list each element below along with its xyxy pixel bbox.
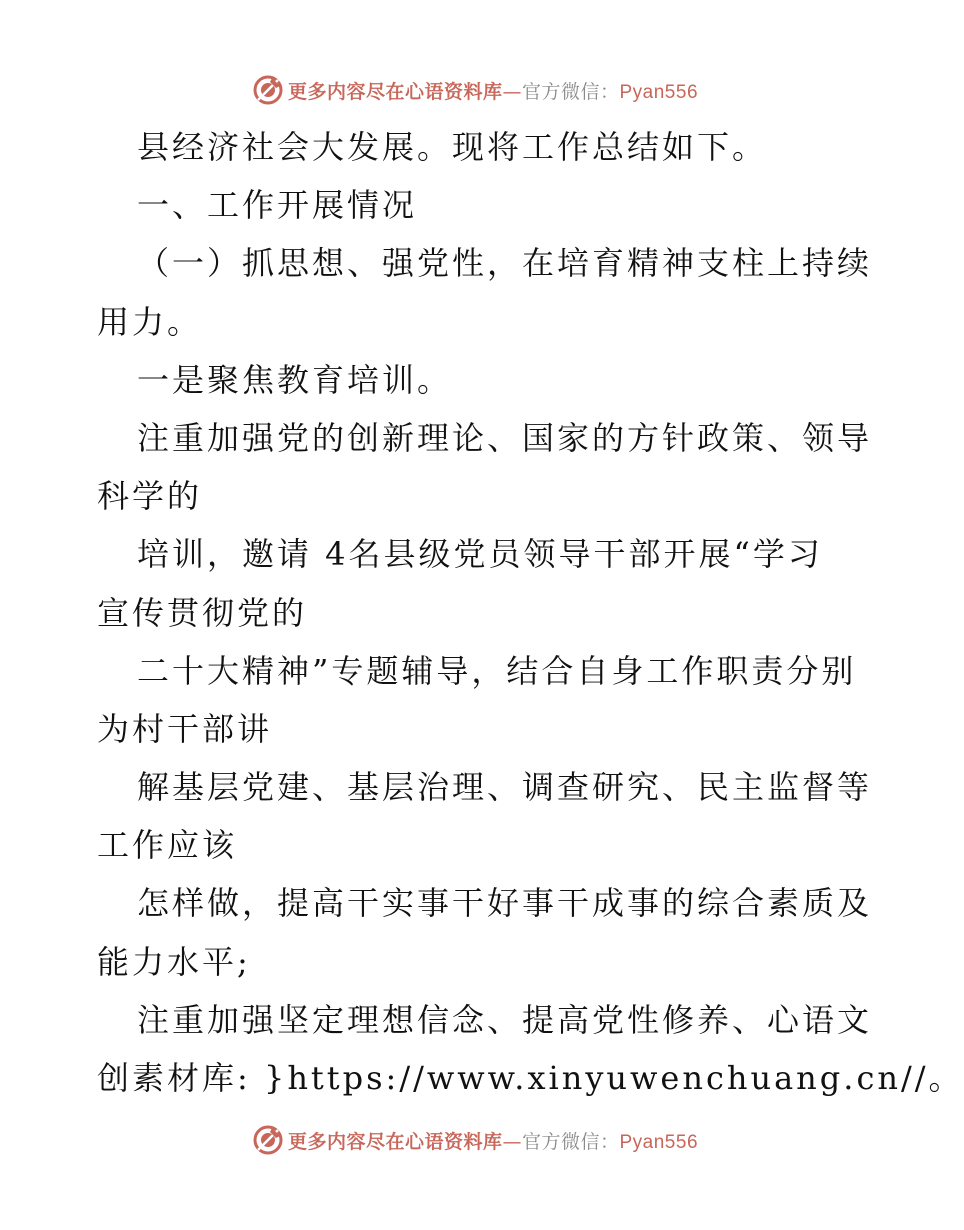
paragraph-line: 为村干部讲 — [97, 709, 273, 748]
banner-main-text: 更多内容尽在心语资料库 — [287, 80, 503, 103]
paragraph-line: 二十大精神”专题辅导，结合自身工作职责分别 — [137, 651, 857, 690]
paragraph-line: 科学的 — [97, 477, 203, 516]
brand-logo-icon — [252, 1124, 284, 1156]
paragraph-line: 县经济社会大发展。现将工作总结如下。 — [137, 128, 768, 166]
banner-sub-text: 官方微信： — [521, 80, 620, 103]
paragraph-line: 能力水平; — [97, 942, 251, 981]
document-body — [97, 118, 964, 1107]
banner-main-text: 更多内容尽在心语资料库 — [287, 1130, 503, 1153]
paragraph-line: 一是聚焦教育培训。 — [137, 360, 453, 399]
banner-wechat-id: Pyan556 — [619, 1131, 699, 1153]
section-heading: 一、工作开展情况 — [137, 186, 418, 225]
banner-wechat-id: Pyan556 — [619, 81, 699, 103]
paragraph-line: 用力。 — [97, 302, 203, 341]
brand-logo-icon — [252, 74, 284, 106]
banner-dash: — — [502, 1130, 522, 1153]
banner-sub-text: 官方微信： — [521, 1130, 620, 1153]
subsection-heading: （一）抓思想、强党性，在培育精神支柱上持续 — [137, 244, 873, 283]
paragraph-line: 注重加强坚定理想信念、提高党性修养、心语文 — [137, 1000, 873, 1039]
banner-dash: — — [502, 80, 522, 103]
paragraph-line: 工作应该 — [97, 826, 238, 865]
footer-watermark-banner — [0, 1120, 950, 1160]
paragraph-line: 注重加强党的创新理论、国家的方针政策、领导 — [137, 418, 873, 457]
paragraph-line: 怎样做，提高干实事干好事干成事的综合素质及 — [137, 884, 873, 923]
paragraph-line: 解基层党建、基层治理、调查研究、民主监督等 — [137, 768, 873, 807]
paragraph-line-url: 创素材库: }https://www.xinyuwenchuang.cn//。 — [97, 1059, 964, 1097]
header-watermark-banner — [0, 70, 950, 110]
paragraph-line: 宣传贯彻党的 — [97, 593, 308, 632]
paragraph-line: 培训，邀请 4名县级党员领导干部开展“学习 — [137, 535, 823, 574]
